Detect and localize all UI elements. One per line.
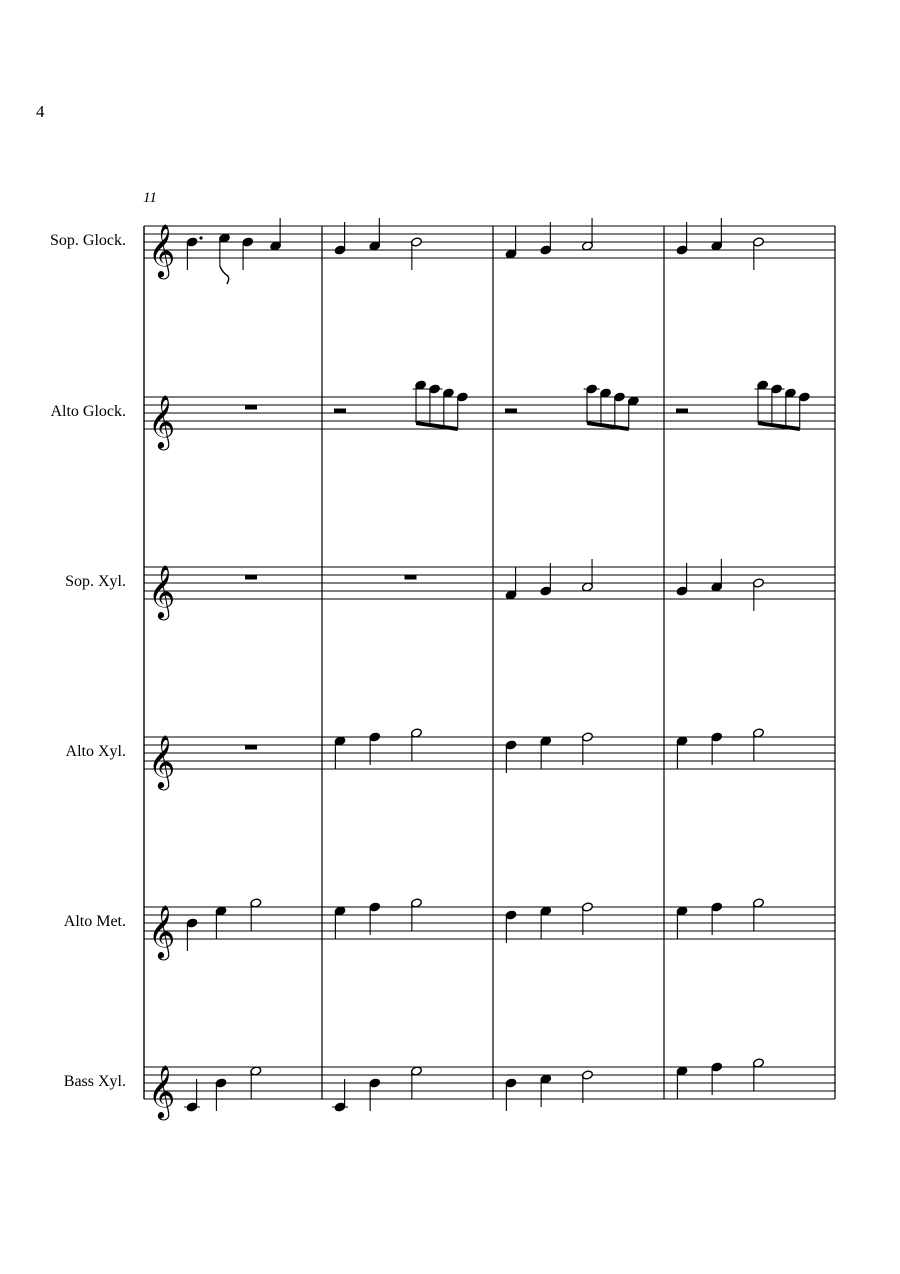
note-flag: [220, 266, 229, 284]
staff-label-bass-xyl: Bass Xyl.: [63, 1073, 126, 1090]
page-number: 4: [36, 102, 45, 121]
half-rest: [505, 409, 517, 414]
treble-clef-icon: 𝄞: [148, 223, 176, 277]
staff-label-alto-met: Alto Met.: [63, 913, 126, 930]
staff-label-alto-xyl: Alto Xyl.: [65, 743, 126, 760]
whole-rest: [405, 575, 417, 580]
half-rest: [334, 409, 346, 414]
half-rest: [676, 409, 688, 414]
measure-number: 11: [143, 190, 157, 206]
treble-clef-icon: 𝄞: [148, 904, 176, 958]
treble-clef-icon: 𝄞: [148, 734, 176, 788]
treble-clef-icon: 𝄞: [148, 1064, 176, 1118]
staff-label-sop-xyl: Sop. Xyl.: [65, 573, 126, 590]
treble-clef-icon: 𝄞: [148, 394, 176, 448]
whole-rest: [245, 575, 257, 580]
whole-rest: [245, 405, 257, 410]
beam: [758, 421, 800, 431]
treble-clef-icon: 𝄞: [148, 564, 176, 618]
beam: [416, 421, 458, 431]
dot: [199, 236, 202, 239]
beam: [587, 421, 629, 431]
staff-label-alto-glock: Alto Glock.: [50, 403, 126, 420]
staff-label-sop-glock: Sop. Glock.: [50, 232, 126, 249]
whole-rest: [245, 745, 257, 750]
